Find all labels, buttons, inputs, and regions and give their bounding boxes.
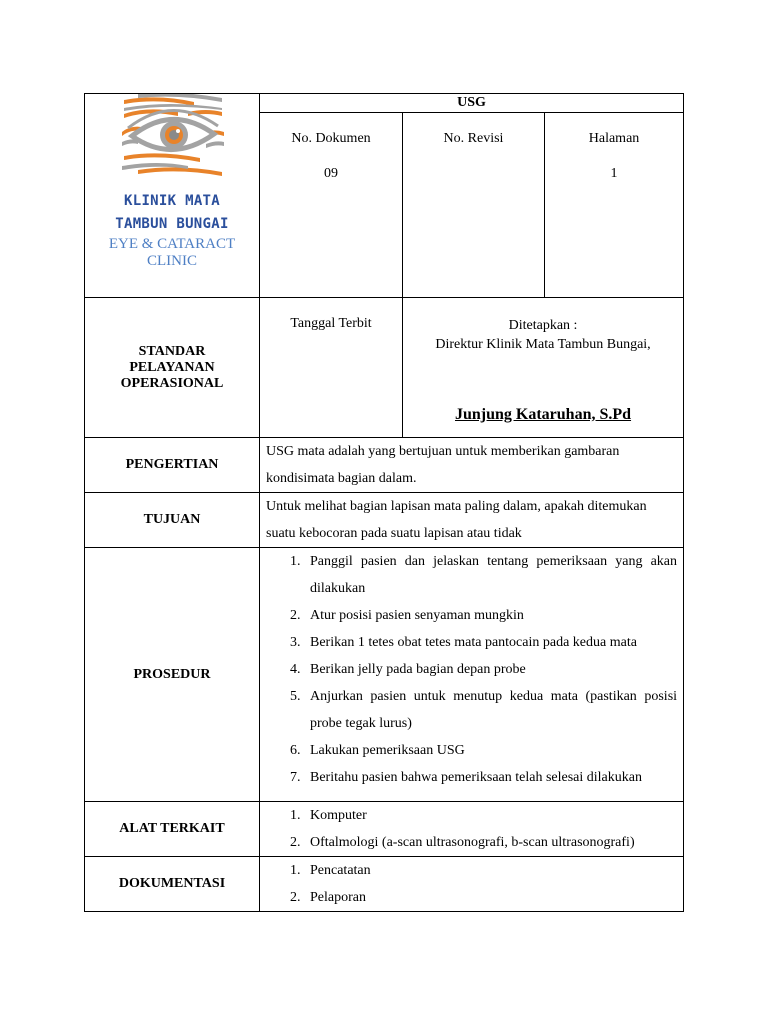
sop-table: [84, 93, 684, 912]
no-dokumen-label: No. Dokumen: [291, 131, 371, 146]
clinic-logo-cell: [85, 94, 260, 298]
dokumentasi-cell: [260, 857, 684, 912]
dokumentasi-item: 1. Pencatatan: [304, 857, 677, 884]
ditetapkan-cell: [403, 298, 684, 438]
alat-item: 1. Komputer: [304, 802, 677, 829]
no-revisi-label: No. Revisi: [443, 131, 504, 146]
pengertian-label: PENGERTIAN: [85, 438, 260, 493]
ditetapkan-label: Ditetapkan :: [508, 318, 578, 333]
no-dokumen-cell: [260, 113, 403, 298]
prosedur-label: PROSEDUR: [85, 548, 260, 802]
document-title: USG: [260, 94, 684, 113]
ditetapkan-by: Direktur Klinik Mata Tambun Bungai,: [435, 337, 651, 352]
prosedur-list: [260, 548, 683, 791]
prosedur-step: 2. Atur posisi pasien senyaman mungkin: [304, 602, 677, 629]
clinic-sub-line1: EYE & CATARACT: [108, 236, 236, 252]
clinic-name-line1: KLINIK MATA: [123, 193, 221, 209]
sop-label-line2: PELAYANAN: [129, 359, 215, 375]
prosedur-step: 5. Anjurkan pasien untuk menutup kedua mata (pastikan posisi probe tegak lurus): [304, 683, 677, 737]
prosedur-step: 6. Lakukan pemeriksaan USG: [304, 737, 677, 764]
alat-terkait-cell: [260, 802, 684, 857]
tujuan-label: TUJUAN: [85, 493, 260, 548]
clinic-name: [85, 190, 259, 236]
tanggal-terbit: Tanggal Terbit: [260, 298, 403, 438]
prosedur-step: 1. Panggil pasien dan jelaskan tentang pemeriksaan yang akan dilakukan: [304, 548, 677, 602]
sop-label-line1: STANDAR: [138, 343, 206, 359]
alat-terkait-label: ALAT TERKAIT: [85, 802, 260, 857]
tujuan-text: Untuk melihat bagian lapisan mata paling dalam, apakah ditemukan suatu kebocoran pada suatu lapisan atau tidak: [260, 493, 684, 548]
halaman-value: 1: [610, 166, 618, 181]
clinic-subtitle: [85, 236, 259, 270]
dokumentasi-list: [260, 857, 683, 911]
sop-label-line3: OPERASIONAL: [120, 375, 224, 391]
prosedur-cell: [260, 548, 684, 802]
dokumentasi-label: DOKUMENTASI: [85, 857, 260, 912]
no-dokumen-value: 09: [324, 166, 338, 181]
prosedur-step: 7. Beritahu pasien bahwa pemeriksaan telah selesai dilakukan: [304, 764, 677, 791]
sop-label: [85, 298, 260, 438]
eye-logo-icon: [118, 94, 226, 180]
clinic-sub-line2: CLINIC: [147, 253, 197, 269]
prosedur-step: 3. Berikan 1 tetes obat tetes mata pantocain pada kedua mata: [304, 629, 677, 656]
dokumentasi-item: 2. Pelaporan: [304, 884, 677, 911]
signer-name: Junjung Kataruhan, S.Pd: [454, 406, 632, 423]
no-revisi-cell: [403, 113, 545, 298]
clinic-name-line2: TAMBUN BUNGAI: [115, 216, 229, 232]
halaman-label: Halaman: [588, 131, 640, 146]
alat-item: 2. Oftalmologi (a-scan ultrasonografi, b-scan ultrasonografi): [304, 829, 677, 856]
alat-terkait-list: [260, 802, 683, 856]
halaman-cell: [545, 113, 684, 298]
pengertian-text: USG mata adalah yang bertujuan untuk memberikan gambaran kondisimata bagian dalam.: [260, 438, 684, 493]
prosedur-step: 4. Berikan jelly pada bagian depan probe: [304, 656, 677, 683]
